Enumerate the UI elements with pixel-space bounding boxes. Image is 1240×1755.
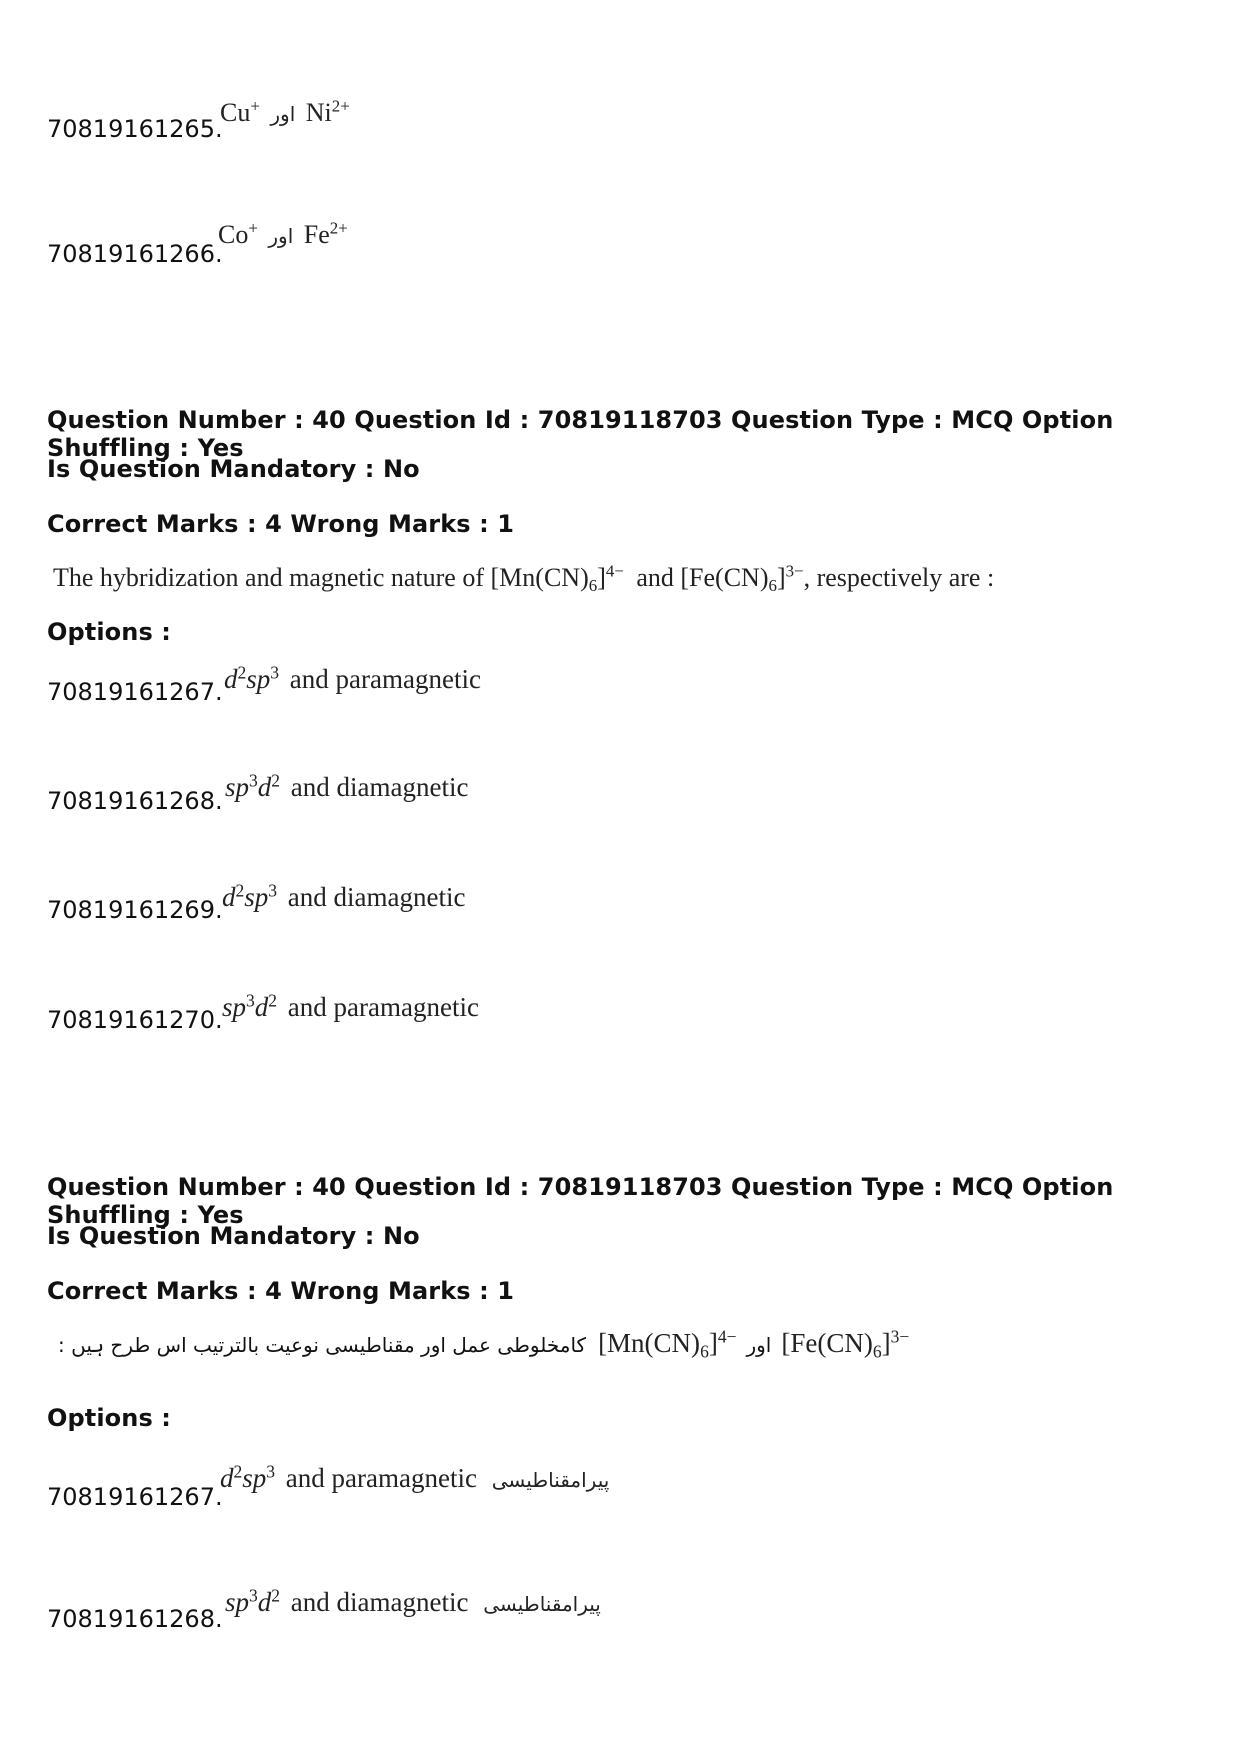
urdu-option-text: پیرامقناطیسی xyxy=(491,1468,610,1492)
question-text xyxy=(53,561,995,596)
option-id: 70819161269. xyxy=(47,896,223,924)
orbital-exponent: 2 xyxy=(235,880,245,901)
formula-part: ] xyxy=(776,563,786,592)
hybrid-orbital: sp xyxy=(242,1463,267,1493)
urdu-option-text: پیرامقناطیسی xyxy=(483,1592,601,1616)
hybrid-orbital: sp xyxy=(225,1587,250,1617)
question-marks: Correct Marks : 4 Wrong Marks : 1 xyxy=(47,1277,515,1305)
formula-part: [Fe(CN) xyxy=(680,563,769,592)
option-text: and paramagnetic xyxy=(289,664,481,694)
formula-subscript: 6 xyxy=(872,1341,882,1362)
option-id: 70819161268. xyxy=(47,1605,223,1633)
complex-formula xyxy=(490,561,624,596)
option-content xyxy=(225,772,468,803)
ion-symbol: Co xyxy=(218,220,249,249)
orbital-exponent: 3 xyxy=(249,1585,258,1606)
formula-part: [Mn(CN) xyxy=(490,563,589,592)
orbital-exponent: 2 xyxy=(237,662,247,683)
hybrid-orbital: d xyxy=(257,1587,272,1617)
option-content xyxy=(224,664,481,695)
option-id: 70819161267. xyxy=(47,678,223,706)
option-id: 70819161265. xyxy=(47,115,223,143)
question-header: Question Number : 40 Question Id : 70819118703 Question Type : MCQ Option Shuffling : Yes xyxy=(47,1173,1114,1229)
ion-charge: + xyxy=(250,96,260,116)
option-id: 70819161267. xyxy=(47,1483,223,1511)
hybrid-orbital: sp xyxy=(225,772,250,802)
option-content xyxy=(220,98,350,128)
ion-symbol: Cu xyxy=(220,98,251,127)
option-text: and paramagnetic xyxy=(285,1463,477,1493)
options-label: Options : xyxy=(47,1404,171,1432)
ion-charge: 2+ xyxy=(331,96,350,116)
formula-part: [Fe(CN) xyxy=(781,1328,873,1358)
complex-formula xyxy=(680,561,804,596)
orbital-exponent: 2 xyxy=(268,990,278,1011)
orbital-exponent: 2 xyxy=(271,1585,281,1606)
option-text: and paramagnetic xyxy=(287,992,479,1022)
option-content xyxy=(218,220,348,250)
option-text: and diamagnetic xyxy=(290,1587,469,1617)
orbital-exponent: 2 xyxy=(271,770,281,791)
question-text-part: and xyxy=(636,563,674,592)
orbital-exponent: 3 xyxy=(249,770,258,791)
formula-part: [Mn(CN) xyxy=(598,1328,701,1358)
formula-subscript: 6 xyxy=(588,576,598,596)
ion-charge: 2+ xyxy=(329,218,348,238)
formula-subscript: 6 xyxy=(768,576,777,596)
question-header: Question Number : 40 Question Id : 70819118703 Question Type : MCQ Option Shuffling : Yes xyxy=(47,406,1114,462)
hybrid-orbital: d xyxy=(224,664,238,694)
urdu-conjunction: اور xyxy=(746,1333,772,1357)
question-text-part: , respectively are : xyxy=(803,563,995,592)
question-mandatory: Is Question Mandatory : No xyxy=(47,455,420,483)
option-content xyxy=(225,1587,601,1618)
question-mandatory: Is Question Mandatory : No xyxy=(47,1222,420,1250)
hybrid-orbital: d xyxy=(222,882,236,912)
orbital-exponent: 3 xyxy=(268,880,278,901)
urdu-question-text: کامخلوطی عمل اور مقناطیسی نوعیت بالترتیب اس طرح ہیں : xyxy=(58,1333,587,1357)
ion-charge: + xyxy=(248,218,258,238)
urdu-conjunction: اور xyxy=(270,102,296,126)
orbital-exponent: 3 xyxy=(270,662,280,683)
orbital-exponent: 3 xyxy=(266,1461,276,1482)
orbital-exponent: 3 xyxy=(246,990,255,1011)
hybrid-orbital: d xyxy=(220,1463,234,1493)
option-content xyxy=(220,1463,609,1494)
option-id: 70819161268. xyxy=(47,787,223,815)
formula-charge: 4− xyxy=(717,1326,737,1347)
orbital-exponent: 2 xyxy=(233,1461,243,1482)
ion-symbol: Ni xyxy=(305,98,332,127)
formula-charge: 3− xyxy=(890,1326,910,1347)
formula-charge: 4− xyxy=(605,561,624,581)
option-id: 70819161270. xyxy=(47,1006,223,1034)
hybrid-orbital: d xyxy=(254,992,269,1022)
complex-formula xyxy=(781,1326,910,1362)
formula-subscript: 6 xyxy=(700,1341,709,1362)
hybrid-orbital: sp xyxy=(244,882,269,912)
option-text: and diamagnetic xyxy=(287,882,466,912)
formula-part: ] xyxy=(708,1328,718,1358)
hybrid-orbital: sp xyxy=(246,664,271,694)
complex-formula xyxy=(598,1326,737,1362)
option-content xyxy=(222,882,465,913)
formula-part: ] xyxy=(881,1328,891,1358)
hybrid-orbital: d xyxy=(257,772,272,802)
formula-part: ] xyxy=(597,563,606,592)
question-text-part: The hybridization and magnetic nature of xyxy=(53,563,485,592)
hybrid-orbital: sp xyxy=(222,992,247,1022)
urdu-conjunction: اور xyxy=(268,224,294,248)
question-text xyxy=(58,1326,910,1362)
formula-charge: 3− xyxy=(785,561,804,581)
option-text: and diamagnetic xyxy=(290,772,469,802)
ion-symbol: Fe xyxy=(303,220,330,249)
option-id: 70819161266. xyxy=(47,240,223,268)
option-content xyxy=(222,992,479,1023)
options-label: Options : xyxy=(47,618,171,646)
question-marks: Correct Marks : 4 Wrong Marks : 1 xyxy=(47,510,515,538)
